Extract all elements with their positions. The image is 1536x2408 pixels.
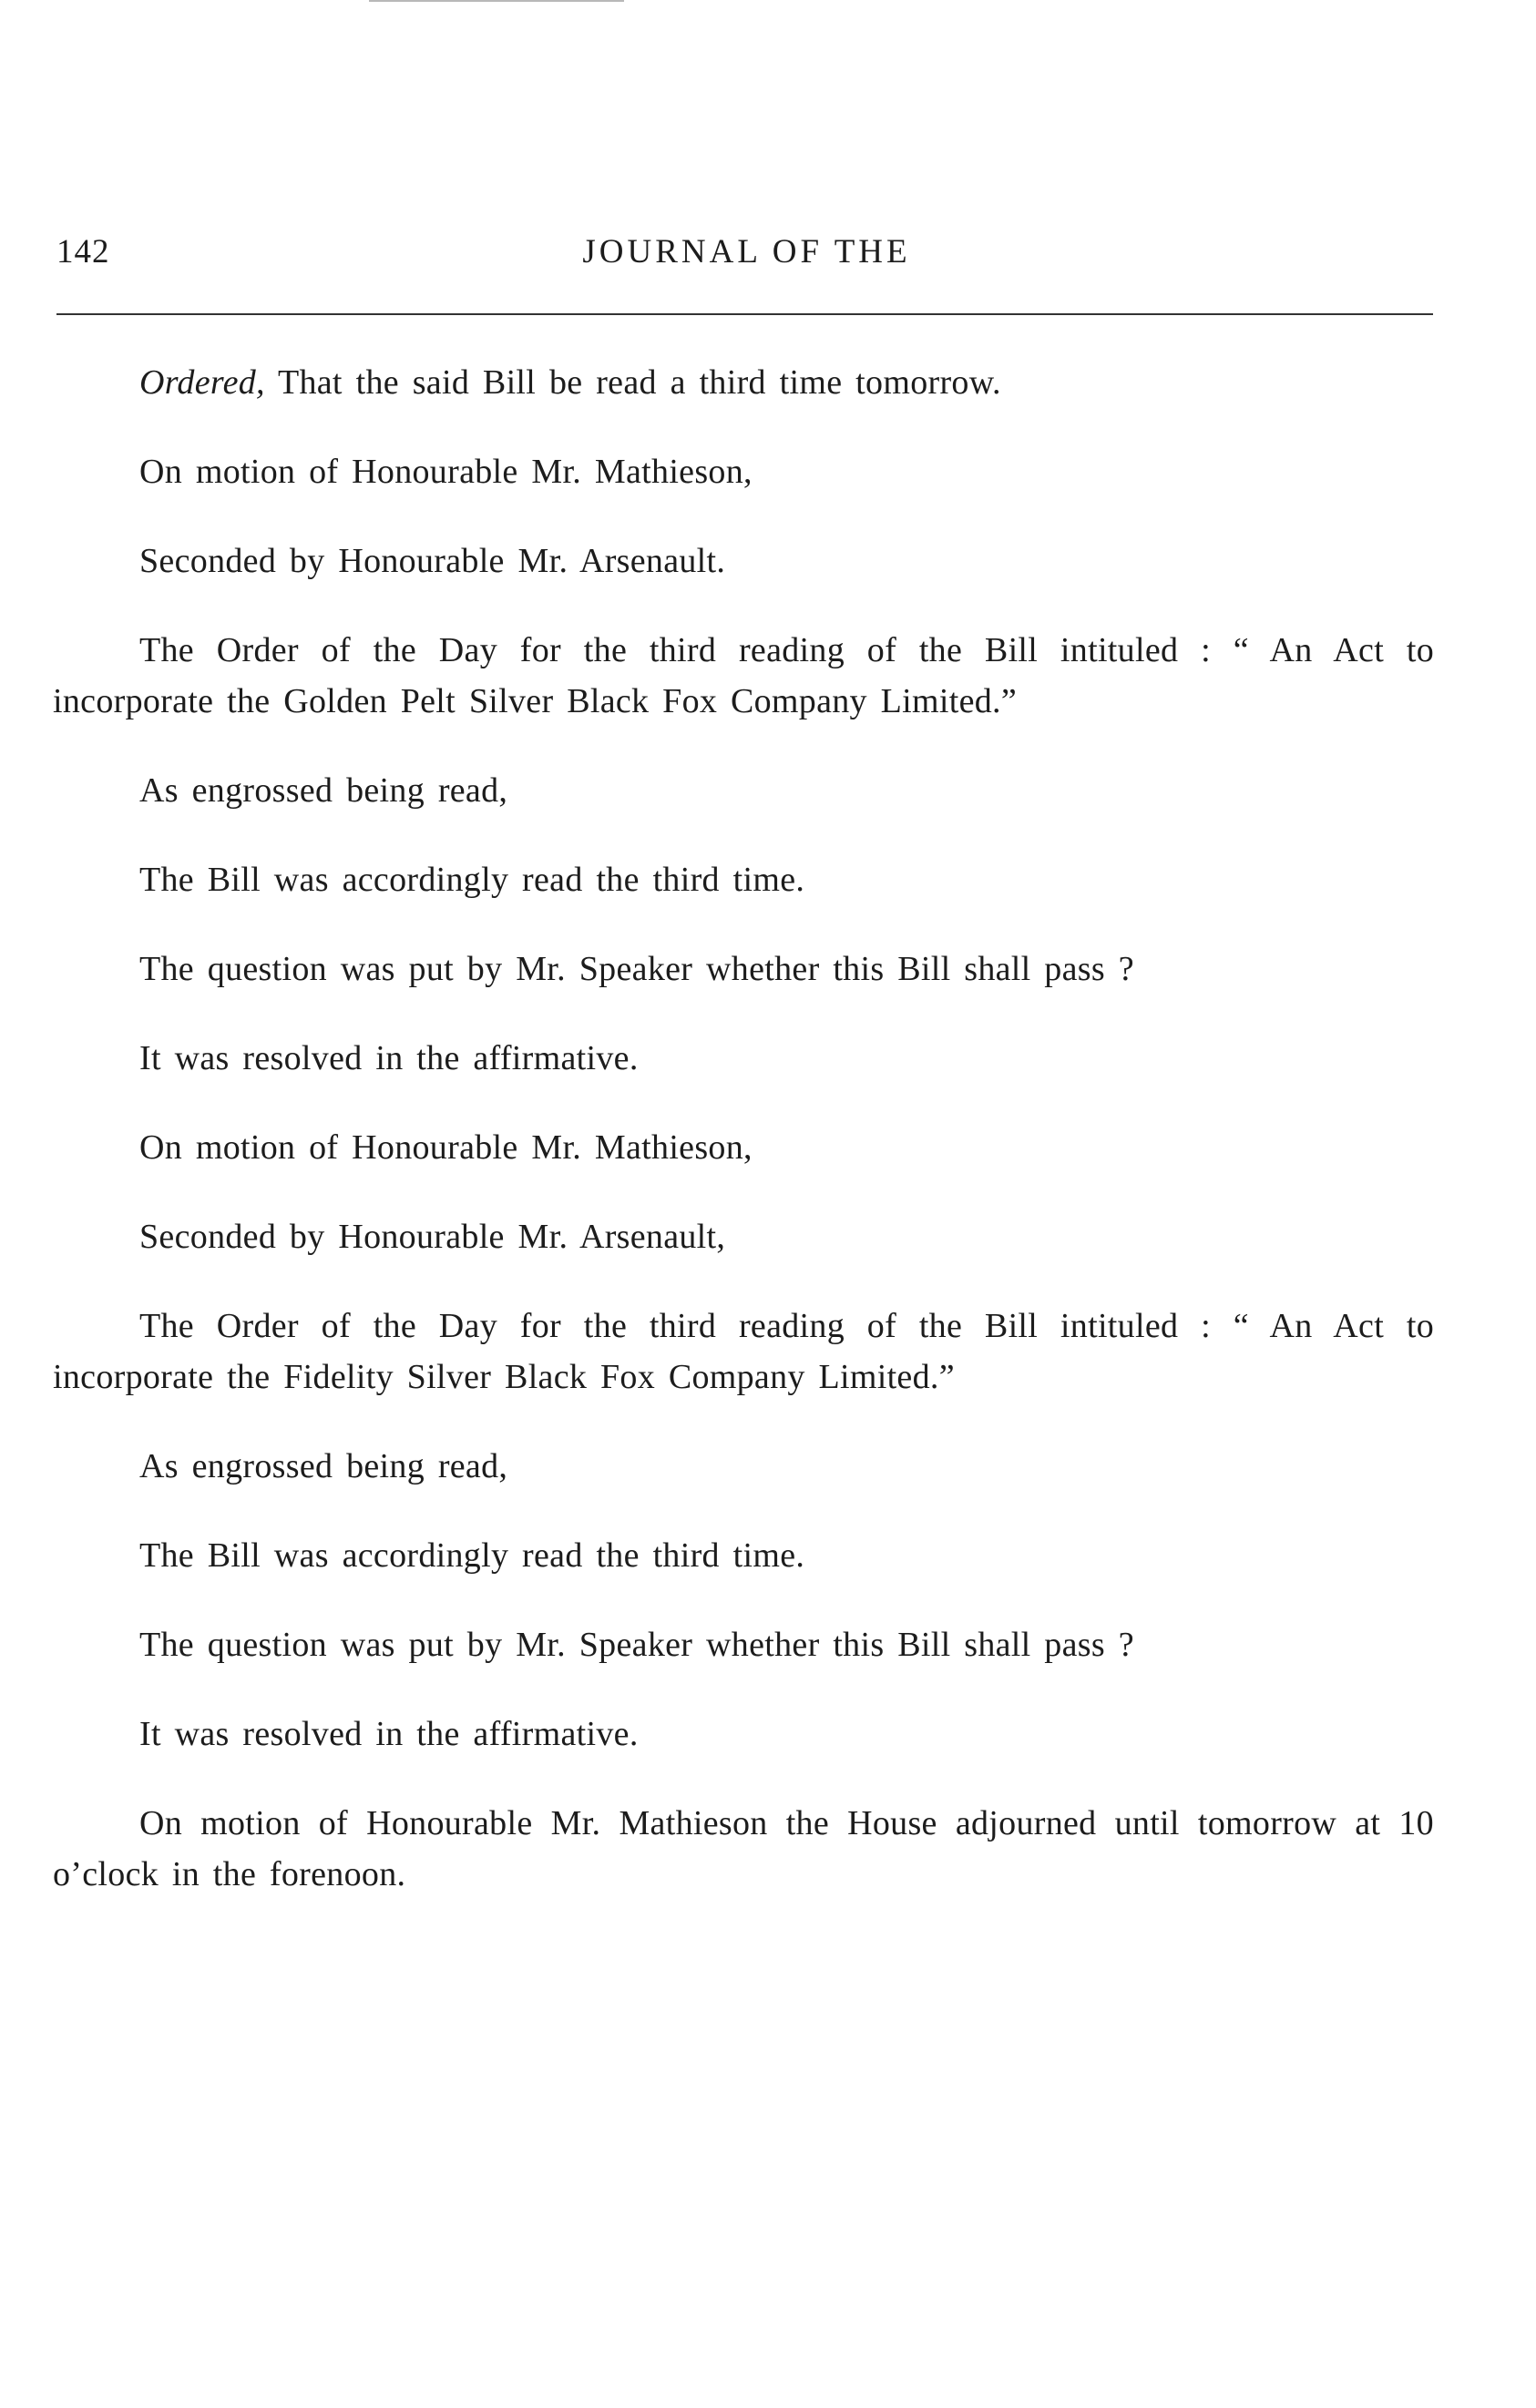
paragraph-text: Seconded by Honourable Mr. Arsenault, — [139, 1218, 726, 1256]
paragraph-text: On motion of Honourable Mr. Mathieson, — [139, 453, 753, 491]
top-edge-rule — [369, 0, 624, 2]
header-rule — [56, 313, 1433, 315]
paragraph-third-reading — [53, 854, 1434, 905]
paragraph-adjournment — [53, 1798, 1434, 1900]
paragraph-text: The question was put by Mr. Speaker whether this Bill shall pass ? — [139, 1626, 1134, 1664]
paragraph-text: The Order of the Day for the third reading of the Bill intituled : “ An Act to incorporate the Golden Pelt Silver Black Fox Company Limited.” — [53, 631, 1434, 720]
page-header — [56, 232, 1433, 278]
paragraph-third-reading — [53, 1530, 1434, 1581]
paragraph-text: The Order of the Day for the third reading of the Bill intituled : “ An Act to incorporate the Fidelity Silver Black Fox Company Limited.” — [53, 1307, 1434, 1396]
running-head: JOURNAL OF THE — [582, 233, 911, 270]
paragraph-text: On motion of Honourable Mr. Mathieson, — [139, 1128, 753, 1167]
paragraph-motion — [53, 1122, 1434, 1173]
paragraph-text: The question was put by Mr. Speaker whether this Bill shall pass ? — [139, 950, 1134, 988]
paragraph-ordered — [53, 357, 1434, 408]
paragraph-text: Seconded by Honourable Mr. Arsenault. — [139, 542, 726, 580]
paragraph-order-of-day — [53, 625, 1434, 727]
paragraph-text: The Bill was accordingly read the third time. — [139, 861, 805, 899]
paragraph-seconded — [53, 1211, 1434, 1262]
paragraph-order-of-day — [53, 1301, 1434, 1403]
paragraph-resolved — [53, 1033, 1434, 1084]
paragraph-text: As engrossed being read, — [139, 771, 508, 810]
paragraph-engrossed — [53, 1441, 1434, 1492]
page-number: 142 — [56, 233, 110, 270]
paragraph-question — [53, 944, 1434, 995]
paragraph-text: That the said Bill be read a third time tomorrow. — [264, 363, 1001, 402]
paragraph-lead: Ordered, — [139, 363, 265, 402]
paragraph-text: The Bill was accordingly read the third time. — [139, 1536, 805, 1575]
paragraph-seconded — [53, 536, 1434, 587]
paragraph-text: On motion of Honourable Mr. Mathieson the House adjourned until tomorrow at 10 o’clock in the forenoon. — [53, 1804, 1434, 1893]
journal-body — [53, 357, 1434, 1900]
paragraph-text: It was resolved in the affirmative. — [139, 1039, 639, 1077]
paragraph-text: As engrossed being read, — [139, 1447, 508, 1485]
paragraph-text: It was resolved in the affirmative. — [139, 1715, 639, 1753]
paragraph-resolved — [53, 1709, 1434, 1760]
paragraph-question — [53, 1619, 1434, 1670]
paragraph-engrossed — [53, 765, 1434, 816]
paragraph-motion — [53, 446, 1434, 497]
